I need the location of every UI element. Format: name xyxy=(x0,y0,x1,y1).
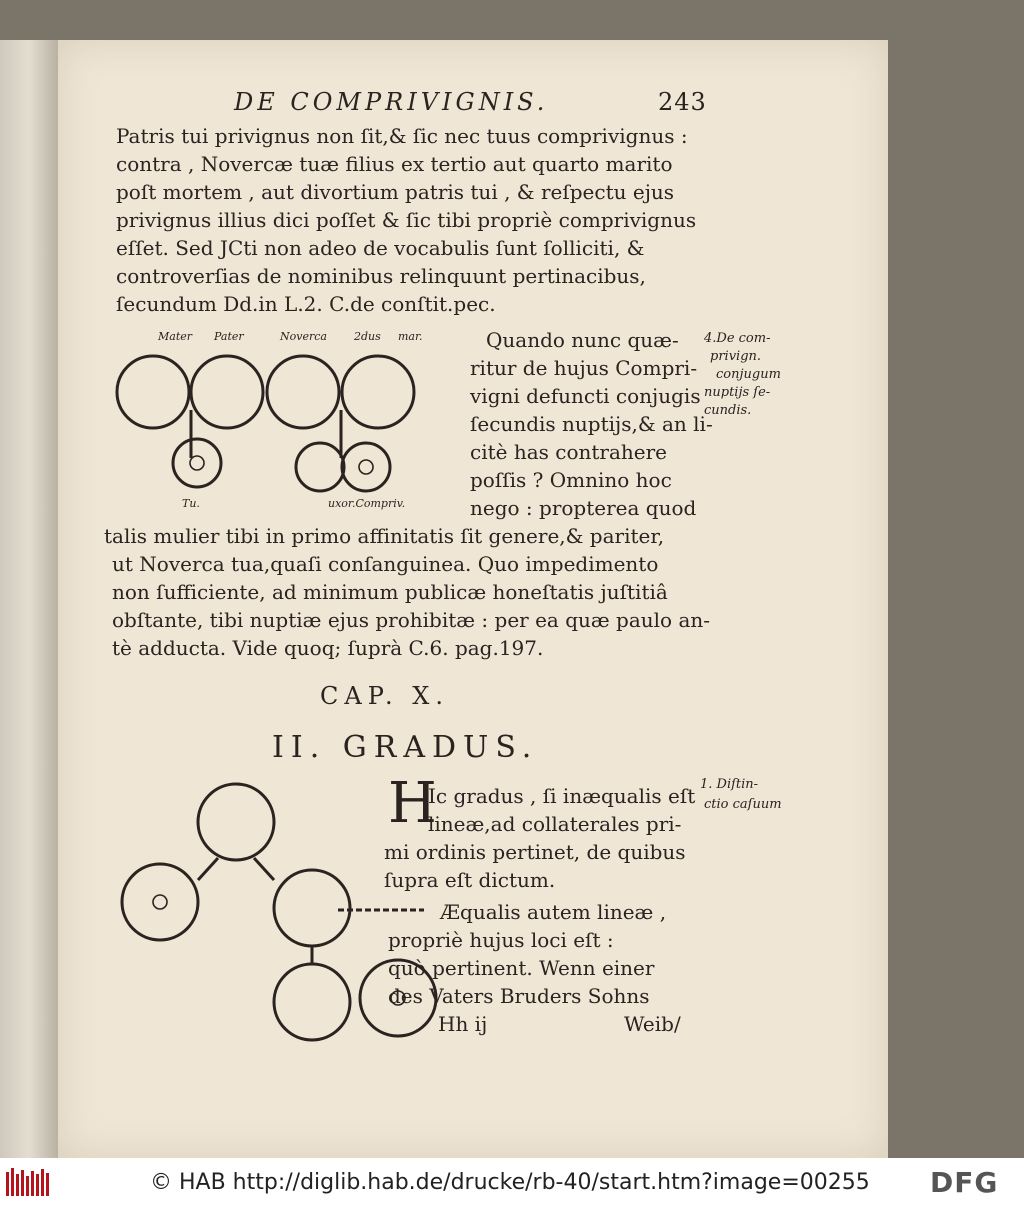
hab-logo-icon xyxy=(6,1168,50,1198)
para2-line-2: ritur de hujus Compri- xyxy=(470,356,698,380)
page-number: 243 xyxy=(658,88,707,116)
margin-note-2-line-2: ctio caſuum xyxy=(704,797,782,812)
circle-common-ancestor xyxy=(198,784,274,860)
margin-note-1-line-2: privign. xyxy=(710,349,762,364)
previous-page-edge xyxy=(0,40,58,1158)
label-2dus: 2dus xyxy=(354,330,381,343)
footer-bar xyxy=(0,1158,1024,1209)
margin-note-1-line-4: nuptijs ſe- xyxy=(704,385,771,400)
para3-line-4: ſupra eſt dictum. xyxy=(384,868,556,892)
drop-cap: H xyxy=(388,771,437,836)
circle-left-branch xyxy=(122,864,198,940)
label-mater: Mater xyxy=(158,330,193,343)
signature-mark: Hh ij xyxy=(438,1012,488,1036)
para4-line-1: Æqualis autem lineæ , xyxy=(440,900,667,924)
para1-line-2: contra , Novercæ tuæ filius ex tertio aut quarto marito xyxy=(116,152,673,176)
para1-line-5: eſſet. Sed JCti non adeo de vocabulis ſunt ſolliciti, & xyxy=(116,236,645,260)
section-title: II. GRADUS. xyxy=(272,730,539,765)
para2-full-line-2: ut Noverca tua,quaſi conſanguinea. Quo impedimento xyxy=(112,552,659,576)
catchword: Weib/ xyxy=(624,1012,681,1036)
para2-line-6: poſſis ? Omnino hoc xyxy=(470,468,672,492)
book-page xyxy=(58,40,888,1158)
circle-comprivignus xyxy=(296,443,344,491)
para2-line-4: ſecundis nuptijs,& an li- xyxy=(470,412,713,436)
para2-line-5: citè has contrahere xyxy=(470,440,668,464)
para1-line-4: privignus illius dici poſſet & ſic tibi propriè comprivignus xyxy=(116,208,697,232)
para1-line-1: Patris tui privignus non ſit,& ſic nec tuus comprivignus : xyxy=(116,124,688,148)
label-tu: Tu. xyxy=(182,497,200,510)
circle-nephew xyxy=(274,964,350,1040)
para1-line-6: controverſias de nominibus relinquunt pertinacibus, xyxy=(116,264,646,288)
para3-line-2: lineæ,ad collaterales pri- xyxy=(428,812,682,836)
circle-mater xyxy=(117,356,189,428)
margin-note-1-line-1: 4.De com- xyxy=(704,331,771,346)
para1-line-3: poſt mortem , aut divortium patris tui , & reſpectu ejus xyxy=(116,180,675,204)
para3-line-3: mi ordinis pertinet, de quibus xyxy=(384,840,686,864)
circle-second-husband xyxy=(342,356,414,428)
circle-pater xyxy=(191,356,263,428)
label-pater: Pater xyxy=(214,330,244,343)
source-url[interactable]: © HAB http://diglib.hab.de/drucke/rb-40/start.htm?image=00255 xyxy=(150,1170,870,1195)
label-noverca: Noverca xyxy=(280,330,327,343)
dfg-logo: DFG xyxy=(930,1166,999,1199)
label-uxor-compriv: uxor.Compriv. xyxy=(328,497,406,510)
margin-note-1-line-5: cundis. xyxy=(704,403,752,418)
running-title: DE COMPRIVIGNIS. xyxy=(234,88,549,116)
ornament-rule xyxy=(338,904,424,916)
para2-full-line-4: obſtante, tibi nuptiæ ejus prohibitæ : per ea quæ paulo an- xyxy=(112,608,711,632)
para4-line-3: quò pertinent. Wenn einer xyxy=(388,956,655,980)
margin-note-1-line-3: conjugum xyxy=(716,367,781,382)
para2-line-7: nego : propterea quod xyxy=(470,496,697,520)
para3-line-1: Ic gradus , ſi inæqualis eſt xyxy=(428,784,696,808)
para2-full-line-1: talis mulier tibi in primo affinitatis ſit genere,& pariter, xyxy=(104,524,665,548)
chapter-heading: CAP. X. xyxy=(320,682,449,710)
affinity-diagram xyxy=(113,350,453,500)
circle-uxor xyxy=(342,443,390,491)
para2-full-line-5: tè adducta. Vide quoq; ſuprà C.6. pag.197. xyxy=(112,636,544,660)
para2-line-1: Quando nunc quæ- xyxy=(486,328,679,352)
para2-line-3: vigni defuncti conjugis xyxy=(470,384,701,408)
para1-line-7: ſecundum Dd.in L.2. C.de conſtit.pec. xyxy=(116,292,496,316)
circle-noverca xyxy=(267,356,339,428)
para2-full-line-3: non ſufficiente, ad minimum publicæ honeſtatis juſtitiâ xyxy=(112,580,668,604)
para4-line-4: des Vaters Bruders Sohns xyxy=(388,984,650,1008)
para4-line-2: propriè hujus loci eſt : xyxy=(388,928,614,952)
circle-tu xyxy=(173,439,221,487)
margin-note-2-line-1: 1. Diſtin- xyxy=(700,777,759,792)
label-mar: mar. xyxy=(398,330,423,343)
